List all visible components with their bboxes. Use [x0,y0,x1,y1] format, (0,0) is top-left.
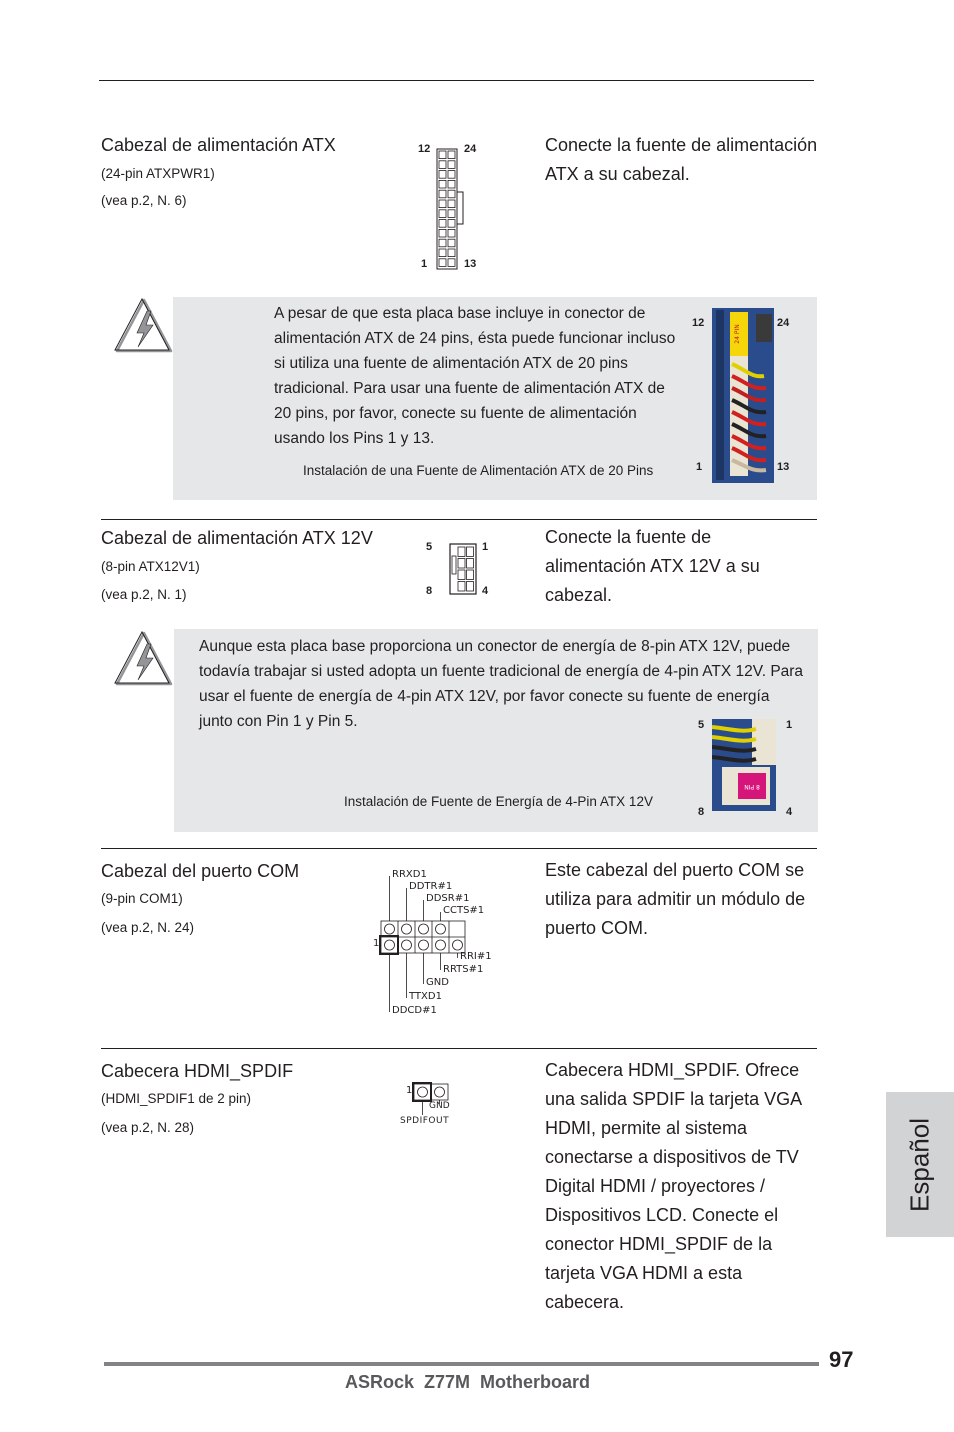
atx-pin-label-13: 13 [464,258,477,270]
atx-pin-label-12: 12 [418,143,431,155]
hdmi-rule [101,1048,817,1049]
atx12v-photo-pin-4: 4 [786,806,793,818]
com-label-rrts1: RRTS#1 [443,964,484,975]
hdmi-sub1: (HDMI_SPDIF1 de 2 pin) [101,1091,252,1106]
atx12v-sub1: (8-pin ATX12V1) [101,559,200,574]
atx-photo-label: 24 PIN [734,324,741,344]
atx12v-photo-pin-5: 5 [698,719,705,731]
language-tab-label: Español [904,1117,935,1212]
atx12v-photo-pin-1: 1 [786,719,793,731]
atx-pin-label-1: 1 [421,258,428,270]
com-pin1-label: 1 [373,938,380,949]
atx-sub2: (vea p.2, N. 6) [101,193,187,208]
atx-note-caption: Instalación de una Fuente de Alimentación ATX de 20 Pins [303,463,654,478]
atx-24pin-connector [415,140,485,275]
atx12v-pin-label-4: 4 [482,585,489,597]
com-label-ddsr1: DDSR#1 [426,893,470,904]
atx12v-install-photo [694,716,798,820]
atx12v-photo-label: 8 PIN [744,783,760,790]
com-title: Cabezal del puerto COM [101,861,300,881]
com-label-ddcd1: DDCD#1 [392,1005,437,1016]
atx-install-photo [690,305,800,485]
atx-description: Conecte la fuente de alimentación ATX a su cabezal. [545,135,818,184]
atx12v-title: Cabezal de alimentación ATX 12V [101,528,373,548]
atx-photo-pin-13: 13 [777,461,790,473]
atx12v-sub2: (vea p.2, N. 1) [101,587,187,602]
com-sub2: (vea p.2, N. 24) [101,920,195,935]
top-rule [99,80,814,81]
com-label-ttxd1: TTXD1 [409,991,442,1002]
footer-brand: ASRock Z77M Motherboard [345,1372,591,1392]
atx12v-pin-label-1: 1 [482,541,489,553]
com-rule [101,848,817,849]
warning-icon [113,297,175,355]
atx12v-note-text: Aunque esta placa base proporciona un conector de energía de 8-pin ATX 12V, puede todavía trabajar si usted adopta un fuente tradicional de energía de 4-pin ATX 12V. Para usar el fuente de energía de 4-pin ATX 12V, por favor conecte su fuente de energía junto con Pin 1 y Pin 5. [199,638,804,730]
com-label-ddtr1: DDTR#1 [409,881,453,892]
atx-pin-label-24: 24 [464,143,477,155]
atx12v-install-photo-image [712,719,776,811]
com-label-ccts1: CCTS#1 [443,905,485,916]
hdmi-description: Cabecera HDMI_SPDIF. Ofrece una salida SPDIF la tarjeta VGA HDMI, permite al sistema conectarse a dispositivos de TV Digital HDMI / proyectores / Dispositivos LCD. Conecte el conector HDMI_SPDIF de la tarjeta VGA HDMI a esta cabecera. [545,1060,802,1312]
hdmi-sub2: (vea p.2, N. 28) [101,1120,195,1135]
com-description: Este cabezal del puerto COM se utiliza para admitir un módulo de puerto COM. [545,860,806,938]
hdmi-gnd-label: GND [429,1101,450,1111]
atx12v-pin-label-8: 8 [426,585,433,597]
atx-title: Cabezal de alimentación ATX [101,135,336,155]
atx12v-description: Conecte la fuente de alimentación ATX 12V a su cabezal. [545,527,760,605]
atx-photo-pin-12: 12 [692,317,705,329]
com-label-gnd: GND [426,977,449,988]
hdmi-spdifout-label: SPDIFOUT [400,1116,450,1126]
atx12v-photo-pin-8: 8 [698,806,705,818]
atx-photo-pin-1: 1 [696,461,703,473]
atx-install-photo-image [712,308,774,483]
atx12v-8pin-connector [420,538,500,600]
warning-icon [113,630,175,688]
com-label-rrxd1: RRXD1 [392,869,427,880]
atx12v-rule [101,519,817,520]
hdmi-title: Cabecera HDMI_SPDIF [101,1061,294,1081]
footer-rule [104,1362,819,1366]
atx-pin-diagram [415,140,485,275]
atx-sub1: (24-pin ATXPWR1) [101,166,215,181]
com-pin-diagram [372,866,502,1018]
atx-photo-pin-24: 24 [777,317,790,329]
atx12v-pin-label-5: 5 [426,541,433,553]
page-number: 97 [829,1347,854,1372]
hdmi-pin1-label: 1 [406,1085,413,1096]
atx-note-text: A pesar de que esta placa base incluye in conector de alimentación ATX de 24 pins, ésta puede funcionar incluso si utiliza una fuente de alimentación ATX de 20 pins tradicional. Para usar una fuente de alimentación ATX de 20 pins, por favor, conecte su fuente de alimentación usando los Pins 1 y 13. [274,305,676,447]
com-label-rri1: RRI#1 [460,951,492,962]
atx12v-note-caption: Instalación de Fuente de Energía de 4-Pin ATX 12V [344,794,653,809]
com-sub1: (9-pin COM1) [101,891,183,906]
atx12v-pin-diagram [420,538,500,600]
hdmi-spdif-diagram [398,1078,468,1132]
language-tab [886,1092,954,1237]
